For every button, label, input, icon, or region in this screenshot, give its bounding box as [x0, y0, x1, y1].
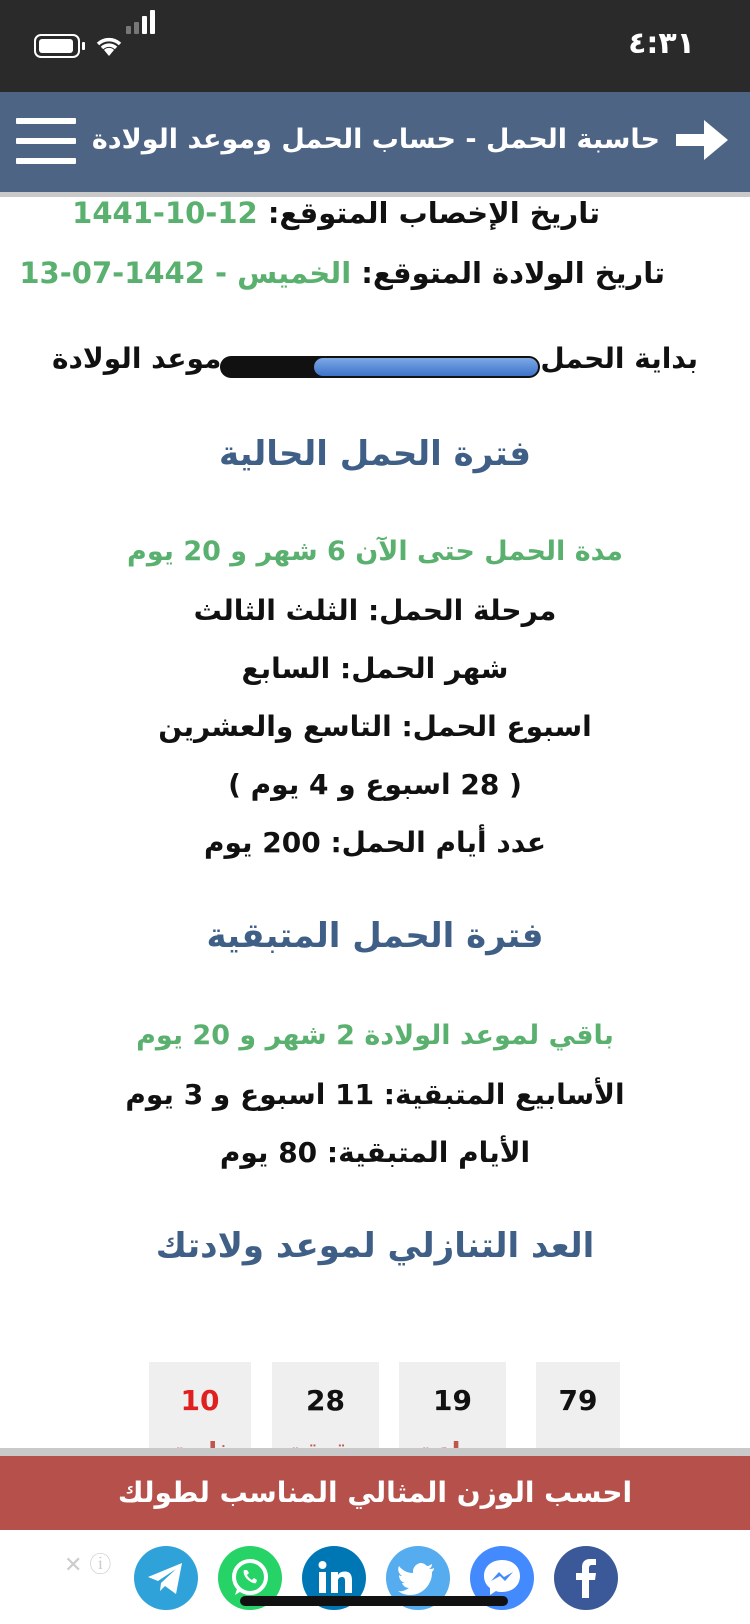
birth-value: الخميس - 1442-07-13: [19, 256, 352, 290]
conception-value: 12-10-1441: [72, 196, 258, 230]
countdown-days: [536, 1362, 620, 1456]
remaining-days: الأيام المتبقية: 80 يوم: [219, 1136, 531, 1169]
days-count: عدد أيام الحمل: 200 يوم: [203, 826, 547, 859]
menu-icon[interactable]: [16, 118, 76, 168]
pregnancy-progress-bar: [220, 356, 540, 380]
page-title: حاسبة الحمل - حساب الحمل وموعد الولادة: [91, 124, 660, 155]
status-bar: [0, 0, 750, 92]
countdown-hours-value: 19: [433, 1384, 472, 1417]
telegram-icon[interactable]: [134, 1546, 198, 1610]
status-time: ٤:٣١: [628, 26, 695, 61]
countdown-minutes-value: 28: [306, 1384, 345, 1417]
conception-label: تاريخ الإخصاب المتوقع:: [267, 196, 600, 230]
birth-label: تاريخ الولادة المتوقع:: [361, 256, 665, 290]
countdown-minutes: [272, 1362, 379, 1456]
remaining-period-heading: فترة الحمل المتبقية: [206, 916, 544, 956]
back-arrow-icon[interactable]: [672, 114, 732, 166]
remaining-weeks: الأسابيع المتبقية: 11 اسبوع و 3 يوم: [125, 1078, 625, 1111]
progress-fill: [314, 358, 538, 376]
countdown-heading: العد التنازلي لموعد ولادتك: [155, 1226, 595, 1266]
share-bar: [0, 1530, 750, 1624]
remaining-until-birth: باقي لموعد الولادة 2 شهر و 20 يوم: [136, 1020, 614, 1051]
weeks-days: ( 28 اسبوع و 4 يوم ): [228, 768, 522, 801]
ideal-weight-banner[interactable]: [0, 1448, 750, 1530]
pregnancy-stage: مرحلة الحمل: الثلث الثالث: [193, 594, 557, 627]
wifi-icon: [94, 32, 124, 58]
current-period-heading: فترة الحمل الحالية: [218, 434, 532, 474]
banner-text: احسب الوزن المثالي المناسب لطولك: [117, 1476, 633, 1509]
conception-date: [72, 196, 600, 230]
pregnancy-week: اسبوع الحمل: التاسع والعشرين: [158, 710, 592, 743]
countdown-seconds-value: 10: [180, 1384, 220, 1417]
home-indicator: [240, 1596, 508, 1606]
pregnancy-month: شهر الحمل: السابع: [241, 652, 509, 685]
app-header: [0, 92, 750, 197]
countdown-days-value: 79: [558, 1384, 598, 1417]
progress-end-label: موعد الولادة: [52, 342, 222, 375]
ad-close-icon[interactable]: ✕ ⓘ: [64, 1553, 112, 1578]
countdown-hours: [399, 1362, 506, 1456]
current-duration: مدة الحمل حتى الآن 6 شهر و 20 يوم: [127, 536, 623, 567]
status-icons: [34, 30, 164, 62]
facebook-icon[interactable]: [554, 1546, 618, 1610]
progress-start-label: بداية الحمل: [540, 342, 698, 375]
countdown-seconds: [149, 1362, 251, 1456]
birth-date: [19, 256, 665, 290]
battery-icon: [34, 34, 80, 58]
